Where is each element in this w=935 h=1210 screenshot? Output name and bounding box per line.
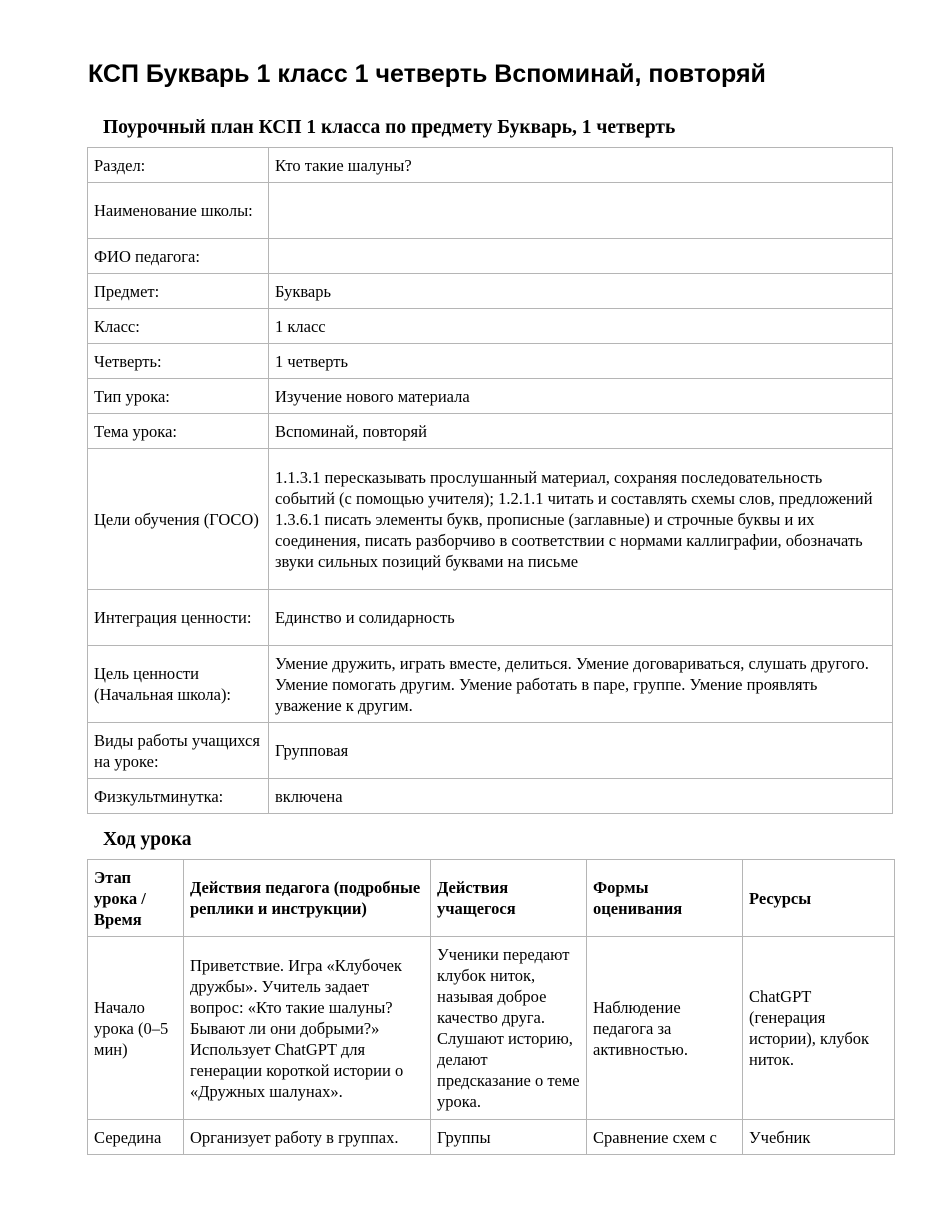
table-header-row: [88, 860, 895, 937]
table-row: [88, 239, 893, 274]
column-header: Этап урока / Время: [88, 860, 184, 937]
table-cell: Начало урока (0–5 мин): [88, 937, 184, 1120]
info-label: ФИО педагога:: [88, 239, 269, 274]
info-label: Четверть:: [88, 344, 269, 379]
info-label: Предмет:: [88, 274, 269, 309]
table-row: [88, 414, 893, 449]
table-cell: Наблюдение педагога за активностью.: [587, 937, 743, 1120]
column-header: Ресурсы: [743, 860, 895, 937]
table-cell: Группы: [431, 1120, 587, 1155]
table-cell: Сравнение схем с: [587, 1120, 743, 1155]
info-value: Букварь: [269, 274, 893, 309]
table-row: [88, 779, 893, 814]
info-value: Умение дружить, играть вместе, делиться. Умение договариваться, слушать другого. Умение помогать другим. Умение работать в паре, группе. Умение проявлять уважение к другим.: [269, 646, 893, 723]
document-title: КСП Букварь 1 класс 1 четверть Вспоминай, повторяй: [88, 60, 766, 88]
table-cell: Ученики передают клубок ниток, называя доброе качество друга. Слушают историю, делают предсказание о теме урока.: [431, 937, 587, 1120]
table-row: [88, 379, 893, 414]
plan-heading: Поурочный план КСП 1 класса по предмету Букварь, 1 четверть: [103, 117, 676, 138]
table-cell: ChatGPT (генерация истории), клубок ниток.: [743, 937, 895, 1120]
info-label: Раздел:: [88, 148, 269, 183]
info-value: [269, 183, 893, 239]
lesson-info-table: [87, 147, 893, 814]
column-header: Формы оценивания: [587, 860, 743, 937]
info-value: Вспоминай, повторяй: [269, 414, 893, 449]
info-label: Цели обучения (ГОСО): [88, 449, 269, 590]
table-row: [88, 183, 893, 239]
lesson-heading: Ход урока: [103, 829, 192, 850]
table-row: [88, 646, 893, 723]
info-label: Класс:: [88, 309, 269, 344]
table-row: [88, 449, 893, 590]
info-label: Интеграция ценности:: [88, 590, 269, 646]
table-row: [88, 344, 893, 379]
info-value: Кто такие шалуны?: [269, 148, 893, 183]
column-header: Действия учащегося: [431, 860, 587, 937]
info-value: [269, 239, 893, 274]
info-value: Групповая: [269, 723, 893, 779]
table-row: [88, 274, 893, 309]
info-label: Виды работы учащихся на уроке:: [88, 723, 269, 779]
info-label: Наименование школы:: [88, 183, 269, 239]
info-value: Изучение нового материала: [269, 379, 893, 414]
table-cell: Организует работу в группах.: [184, 1120, 431, 1155]
table-cell: Середина: [88, 1120, 184, 1155]
info-value: 1 класс: [269, 309, 893, 344]
column-header: Действия педагога (подробные реплики и инструкции): [184, 860, 431, 937]
info-value: 1 четверть: [269, 344, 893, 379]
table-row: [88, 309, 893, 344]
info-label: Физкультминутка:: [88, 779, 269, 814]
table-row: [88, 148, 893, 183]
table-row: [88, 590, 893, 646]
table-cell: Приветствие. Игра «Клубочек дружбы». Учитель задает вопрос: «Кто такие шалуны? Бывают ли они добрыми?» Использует ChatGPT для генерации короткой истории о «Дружных шалунах».: [184, 937, 431, 1120]
info-label: Тип урока:: [88, 379, 269, 414]
info-label: Цель ценности (Начальная школа):: [88, 646, 269, 723]
info-value: включена: [269, 779, 893, 814]
table-row: [88, 723, 893, 779]
lesson-flow-table: [87, 859, 895, 1155]
table-cell: Учебник: [743, 1120, 895, 1155]
info-value: 1.1.3.1 пересказывать прослушанный материал, сохраняя последовательность событий (с помощью учителя); 1.2.1.1 читать и составлять схемы слов, предложений 1.3.6.1 писать элементы букв, прописные (заглавные) и строчные буквы и их соединения, писать разборчиво в соответствии с нормами каллиграфии, обозначать звуки сильных позиций буквами на письме: [269, 449, 893, 590]
table-row: [88, 1120, 895, 1155]
info-label: Тема урока:: [88, 414, 269, 449]
info-value: Единство и солидарность: [269, 590, 893, 646]
table-row: [88, 937, 895, 1120]
